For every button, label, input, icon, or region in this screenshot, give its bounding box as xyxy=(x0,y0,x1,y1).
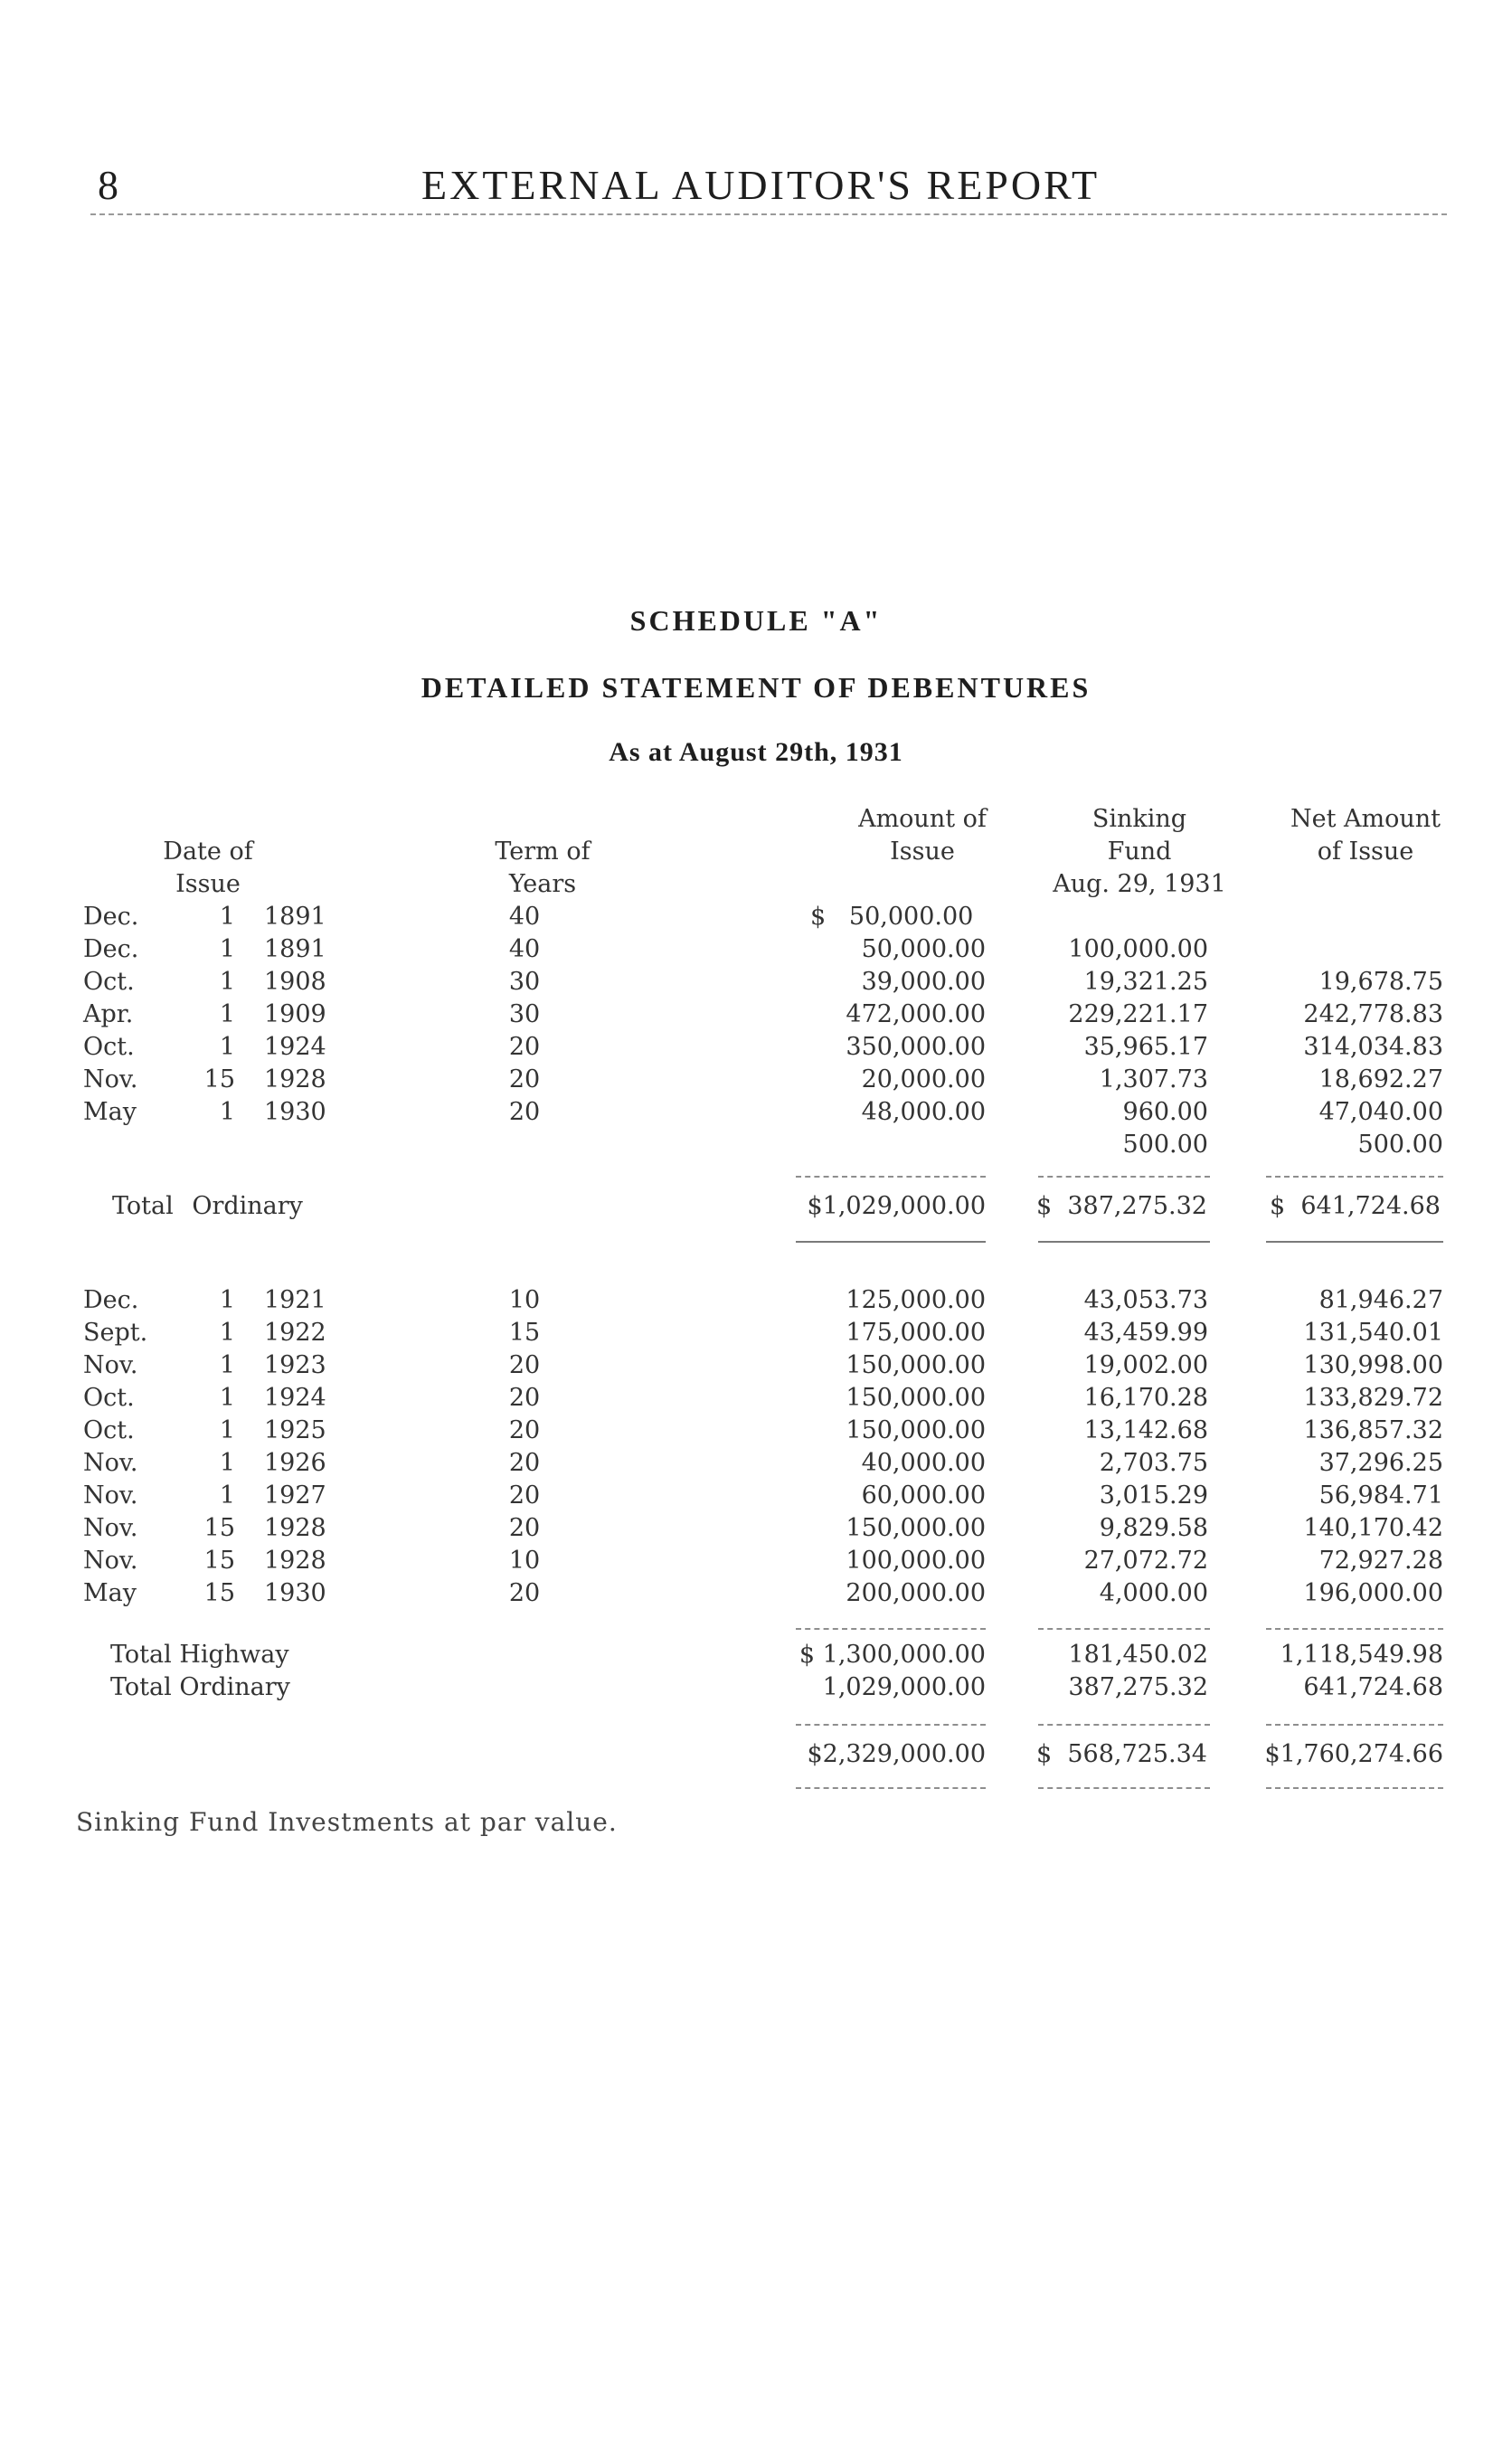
total-ordinary-label: Total Ordinary xyxy=(112,1192,303,1220)
cell-month: Oct. xyxy=(83,1033,135,1061)
cell-month: Nov. xyxy=(83,1547,138,1575)
cell-term: 30 xyxy=(508,1000,541,1028)
cell-day: 15 xyxy=(203,1065,235,1093)
cell-sinking: 19,002.00 xyxy=(1083,1351,1208,1379)
cell-sinking: 1,307.73 xyxy=(1099,1065,1208,1093)
cell-sinking: 13,142.68 xyxy=(1083,1416,1208,1444)
cell-net: 242,778.83 xyxy=(1303,1000,1443,1028)
grand-rule-net xyxy=(1266,1724,1443,1726)
cell-sinking: 3,015.29 xyxy=(1099,1481,1208,1510)
cell-term: 20 xyxy=(508,1065,541,1093)
cell-term: 20 xyxy=(508,1098,541,1126)
total-ordinary2-label: Total Ordinary xyxy=(110,1673,290,1701)
cell-term: 30 xyxy=(508,968,541,996)
cell-amount: 20,000.00 xyxy=(861,1065,986,1093)
cell-year: 1930 xyxy=(264,1579,326,1607)
cell-month: Nov. xyxy=(83,1514,138,1542)
cell-month: Dec. xyxy=(83,903,139,931)
cell-term: 10 xyxy=(508,1547,541,1575)
cell-net: 131,540.01 xyxy=(1303,1319,1443,1347)
cell-day: 1 xyxy=(219,935,235,963)
cell-term: 40 xyxy=(508,903,541,931)
cell-amount: 50,000.00 xyxy=(861,935,986,963)
cell-net: 37,296.25 xyxy=(1318,1449,1443,1477)
cell-day: 15 xyxy=(203,1579,235,1607)
cell-amount: 350,000.00 xyxy=(846,1033,986,1061)
cell-day: 1 xyxy=(219,1286,235,1314)
cell-day: 15 xyxy=(203,1514,235,1542)
grand-total-amount: $2,329,000.00 xyxy=(807,1740,986,1768)
col-date-line1: Date of xyxy=(163,838,253,866)
cell-day: 1 xyxy=(219,1033,235,1061)
cell-term: 20 xyxy=(508,1033,541,1061)
cell-term: 20 xyxy=(508,1579,541,1607)
cell-day: 1 xyxy=(219,1481,235,1510)
col-net-line2: of Issue xyxy=(1317,838,1414,866)
grand-bottom-rule-net xyxy=(1266,1787,1443,1789)
cell-net: 47,040.00 xyxy=(1318,1098,1443,1126)
cell-sinking: 19,321.25 xyxy=(1083,968,1208,996)
col-amount-line1: Amount of xyxy=(858,805,987,833)
cell-year: 1924 xyxy=(264,1384,326,1412)
cell-sinking: 9,829.58 xyxy=(1099,1514,1208,1542)
highway-rule-sinking xyxy=(1038,1628,1210,1630)
cell-net: 130,998.00 xyxy=(1303,1351,1443,1379)
cell-day: 1 xyxy=(219,1449,235,1477)
cell-amount: 39,000.00 xyxy=(861,968,986,996)
cell-sinking: 100,000.00 xyxy=(1068,935,1208,963)
cell-month: Dec. xyxy=(83,1286,139,1314)
cell-amount: 150,000.00 xyxy=(846,1384,986,1412)
cell-month: May xyxy=(83,1098,137,1126)
footnote: Sinking Fund Investments at par value. xyxy=(76,1807,618,1837)
cell-sinking: 960.00 xyxy=(1122,1098,1208,1126)
subtotal-rule-net xyxy=(1266,1176,1443,1178)
cell-month: Apr. xyxy=(83,1000,134,1028)
cell-sinking: 43,053.73 xyxy=(1083,1286,1208,1314)
highway-rule-net xyxy=(1266,1628,1443,1630)
col-sinking-line3: Aug. 29, 1931 xyxy=(1053,870,1226,898)
cell-amount: 125,000.00 xyxy=(846,1286,986,1314)
header-rule xyxy=(90,213,1447,215)
cell-day: 1 xyxy=(219,968,235,996)
total-highway-label: Total Highway xyxy=(110,1641,289,1669)
as-at-date: As at August 29th, 1931 xyxy=(609,737,903,767)
cell-net: 56,984.71 xyxy=(1318,1481,1443,1510)
statement-title: DETAILED STATEMENT OF DEBENTURES xyxy=(421,671,1091,704)
cell-sinking: 35,965.17 xyxy=(1083,1033,1208,1061)
cell-net: 196,000.00 xyxy=(1303,1579,1443,1607)
cell-net: 18,692.27 xyxy=(1318,1065,1443,1093)
total-ordinary-amount: $1,029,000.00 xyxy=(807,1192,986,1220)
total-ordinary-net: $ 641,724.68 xyxy=(1270,1192,1441,1220)
cell-amount: 150,000.00 xyxy=(846,1416,986,1444)
col-sinking-line2: Fund xyxy=(1107,838,1172,866)
cell-amount: 40,000.00 xyxy=(861,1449,986,1477)
col-sinking-line1: Sinking xyxy=(1091,805,1187,833)
cell-month: May xyxy=(83,1579,137,1607)
total-ordinary-sinking: $ 387,275.32 xyxy=(1036,1192,1207,1220)
cell-year: 1927 xyxy=(264,1481,326,1510)
grand-total-net: $1,760,274.66 xyxy=(1264,1740,1443,1768)
cell-year: 1891 xyxy=(264,935,326,963)
cell-day: 1 xyxy=(219,1319,235,1347)
cell-net: 19,678.75 xyxy=(1318,968,1443,996)
cell-day: 1 xyxy=(219,1351,235,1379)
total-highway-amount: $ 1,300,000.00 xyxy=(799,1641,986,1669)
total-rule-net xyxy=(1266,1241,1443,1243)
cell-amount: 472,000.00 xyxy=(846,1000,986,1028)
cell-net: 314,034.83 xyxy=(1303,1033,1443,1061)
cell-month: Nov. xyxy=(83,1449,138,1477)
subtotal-rule-amount xyxy=(796,1176,986,1178)
page-number: 8 xyxy=(98,162,121,208)
cell-amount: 60,000.00 xyxy=(861,1481,986,1510)
cell-term: 20 xyxy=(508,1351,541,1379)
cell-term: 20 xyxy=(508,1449,541,1477)
cell-year: 1923 xyxy=(264,1351,326,1379)
cell-sinking: 500.00 xyxy=(1122,1131,1208,1159)
cell-sinking: 43,459.99 xyxy=(1083,1319,1208,1347)
cell-year: 1928 xyxy=(264,1065,326,1093)
cell-year: 1891 xyxy=(264,903,326,931)
col-term-line1: Term of xyxy=(495,838,591,866)
cell-day: 15 xyxy=(203,1547,235,1575)
cell-day: 1 xyxy=(219,1098,235,1126)
cell-term: 20 xyxy=(508,1481,541,1510)
cell-net: 500.00 xyxy=(1357,1131,1443,1159)
schedule-title: SCHEDULE "A" xyxy=(629,604,883,637)
cell-term: 40 xyxy=(508,935,541,963)
cell-year: 1922 xyxy=(264,1319,326,1347)
cell-net: 133,829.72 xyxy=(1303,1384,1443,1412)
cell-term: 10 xyxy=(508,1286,541,1314)
cell-term: 20 xyxy=(508,1384,541,1412)
cell-month: Oct. xyxy=(83,968,135,996)
cell-day: 1 xyxy=(219,1384,235,1412)
cell-sinking: 16,170.28 xyxy=(1083,1384,1208,1412)
total-ordinary2-amount: 1,029,000.00 xyxy=(822,1673,986,1701)
cell-amount: 100,000.00 xyxy=(846,1547,986,1575)
cell-year: 1928 xyxy=(264,1514,326,1542)
cell-year: 1926 xyxy=(264,1449,326,1477)
col-amount-line2: Issue xyxy=(890,838,955,866)
cell-term: 20 xyxy=(508,1416,541,1444)
cell-net: 140,170.42 xyxy=(1303,1514,1443,1542)
cell-sinking: 229,221.17 xyxy=(1068,1000,1208,1028)
cell-sinking: 27,072.72 xyxy=(1083,1547,1208,1575)
report-title: EXTERNAL AUDITOR'S REPORT xyxy=(421,162,1101,208)
subtotal-rule-sinking xyxy=(1038,1176,1210,1178)
col-term-line2: Years xyxy=(508,870,577,898)
total-rule-amount xyxy=(796,1241,986,1243)
cell-amount: $ 50,000.00 xyxy=(810,903,974,931)
cell-month: Nov. xyxy=(83,1481,138,1510)
cell-year: 1908 xyxy=(264,968,326,996)
cell-day: 1 xyxy=(219,1416,235,1444)
cell-amount: 48,000.00 xyxy=(861,1098,986,1126)
cell-sinking: 4,000.00 xyxy=(1099,1579,1208,1607)
cell-term: 15 xyxy=(508,1319,541,1347)
cell-year: 1925 xyxy=(264,1416,326,1444)
cell-year: 1909 xyxy=(264,1000,326,1028)
total-rule-sinking xyxy=(1038,1241,1210,1243)
cell-amount: 150,000.00 xyxy=(846,1351,986,1379)
cell-day: 1 xyxy=(219,1000,235,1028)
col-net-line1: Net Amount xyxy=(1290,805,1441,833)
grand-bottom-rule-amount xyxy=(796,1787,986,1789)
cell-net: 72,927.28 xyxy=(1318,1547,1443,1575)
cell-month: Nov. xyxy=(83,1351,138,1379)
grand-rule-sinking xyxy=(1038,1724,1210,1726)
cell-net: 136,857.32 xyxy=(1303,1416,1443,1444)
cell-amount: 150,000.00 xyxy=(846,1514,986,1542)
cell-month: Oct. xyxy=(83,1384,135,1412)
cell-amount: 200,000.00 xyxy=(846,1579,986,1607)
cell-year: 1930 xyxy=(264,1098,326,1126)
cell-year: 1928 xyxy=(264,1547,326,1575)
cell-month: Oct. xyxy=(83,1416,135,1444)
total-highway-sinking: 181,450.02 xyxy=(1068,1641,1208,1669)
grand-bottom-rule-sinking xyxy=(1038,1787,1210,1789)
grand-rule-amount xyxy=(796,1724,986,1726)
cell-year: 1924 xyxy=(264,1033,326,1061)
cell-amount: 175,000.00 xyxy=(846,1319,986,1347)
cell-net: 81,946.27 xyxy=(1318,1286,1443,1314)
col-date-line2: Issue xyxy=(175,870,241,898)
cell-year: 1921 xyxy=(264,1286,326,1314)
cell-month: Dec. xyxy=(83,935,139,963)
cell-term: 20 xyxy=(508,1514,541,1542)
total-ordinary2-sinking: 387,275.32 xyxy=(1068,1673,1208,1701)
cell-month: Sept. xyxy=(83,1319,148,1347)
grand-total-sinking: $ 568,725.34 xyxy=(1036,1740,1207,1768)
cell-sinking: 2,703.75 xyxy=(1099,1449,1208,1477)
cell-month: Nov. xyxy=(83,1065,138,1093)
cell-day: 1 xyxy=(219,903,235,931)
highway-rule-amount xyxy=(796,1628,986,1630)
total-ordinary2-net: 641,724.68 xyxy=(1303,1673,1443,1701)
total-highway-net: 1,118,549.98 xyxy=(1280,1641,1443,1669)
